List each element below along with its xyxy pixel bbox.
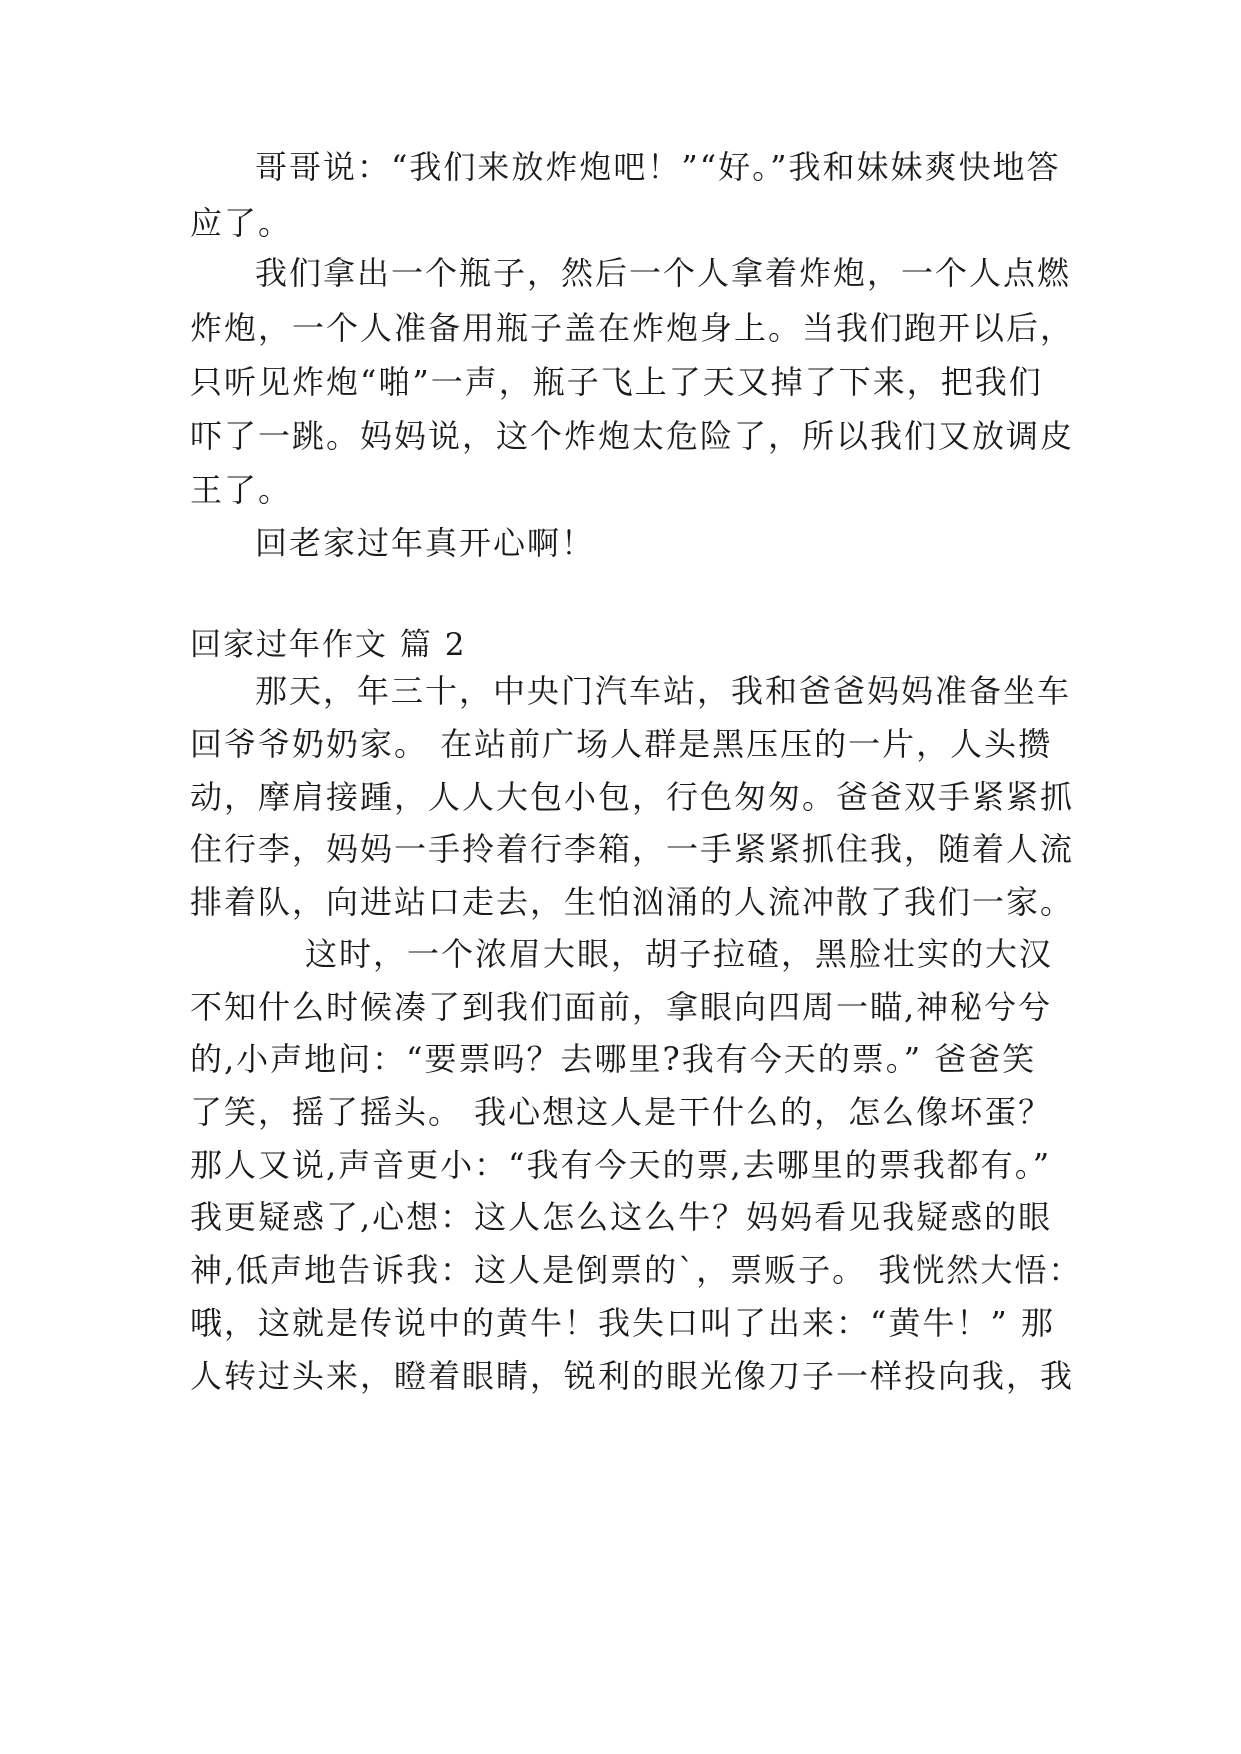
- paragraph-line: 那天，年三十，中央门汽车站，我和爸爸妈妈准备坐车: [255, 672, 1072, 710]
- paragraph-line: 哥哥说：“我们来放炸炮吧！”“好。”我和妹妹爽快地答: [255, 148, 1061, 186]
- paragraph-line: 王了。: [190, 471, 293, 509]
- paragraph-line: 不知什么时候凑了到我们面前，拿眼向四周一瞄,神秘兮兮: [190, 988, 1053, 1026]
- paragraph-line: 回爷爷奶奶家。 在站前广场人群是黑压压的一片，人头攒: [190, 725, 1053, 763]
- paragraph-line: 我更疑惑了,心想：这人怎么这么牛？妈妈看见我疑惑的眼: [190, 1198, 1053, 1236]
- paragraph-line: 这时，一个浓眉大眼，胡子拉碴，黑脸壮实的大汉: [305, 935, 1054, 973]
- paragraph-line: 动，摩肩接踵，人人大包小包，行色匆匆。爸爸双手紧紧抓: [190, 778, 1075, 816]
- paragraph-line: 只听见炸炮“啪”一声，瓶子飞上了天又掉了下来，把我们: [190, 363, 1043, 401]
- paragraph-line: 排着队，向进站口走去，生怕汹涌的人流冲散了我们一家。: [190, 883, 1075, 921]
- paragraph-line: 哦，这就是传说中的黄牛！我失口叫了出来：“黄牛！” 那: [190, 1304, 1055, 1342]
- paragraph-line: 人转过头来，瞪着眼睛，锐利的眼光像刀子一样投向我，我: [190, 1357, 1075, 1395]
- paragraph-line: 了笑，摇了摇头。 我心想这人是干什么的，怎么像坏蛋？: [190, 1093, 1053, 1131]
- paragraph-line: 回老家过年真开心啊！: [255, 524, 596, 562]
- paragraph-line: 的,小声地问：“要票吗？去哪里?我有今天的票。” 爸爸笑: [190, 1040, 1037, 1078]
- paragraph-line: 我们拿出一个瓶子，然后一个人拿着炸炮，一个人点燃: [255, 254, 1072, 292]
- paragraph-line: 应了。: [190, 204, 293, 242]
- paragraph-line: 神,低声地告诉我：这人是倒票的`，票贩子。 我恍然大悟：: [190, 1251, 1083, 1289]
- paragraph-line: 住行李，妈妈一手拎着行李箱，一手紧紧抓住我，随着人流: [190, 830, 1075, 868]
- section-heading: 回家过年作文 篇 2: [190, 627, 467, 663]
- paragraph-line: 炸炮，一个人准备用瓶子盖在炸炮身上。当我们跑开以后，: [190, 309, 1075, 347]
- paragraph-line: 吓了一跳。妈妈说，这个炸炮太危险了，所以我们又放调皮: [190, 417, 1075, 455]
- paragraph-line: 那人又说,声音更小：“我有今天的票,去哪里的票我都有。”: [190, 1146, 1052, 1184]
